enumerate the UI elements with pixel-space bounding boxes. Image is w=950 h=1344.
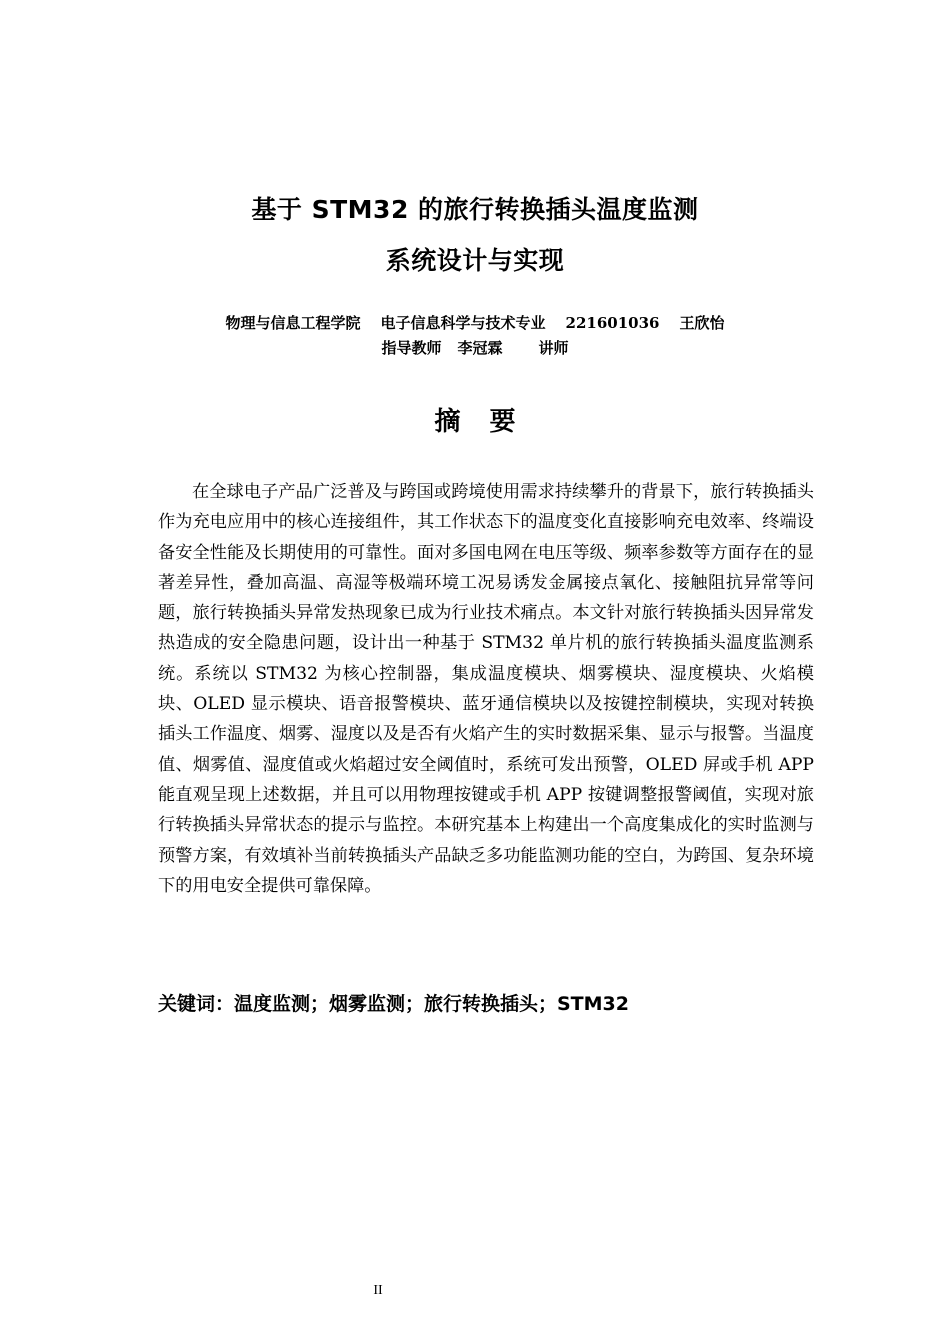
paper-title-line-1: 基于 STM32 的旅行转换插头温度监测 — [251, 195, 699, 224]
advisor-title: 讲师 — [538, 339, 569, 357]
abstract-body: 在全球电子产品广泛普及与跨国或跨境使用需求持续攀升的背景下，旅行转换插头作为充电应用中的核心连接组件，其工作状态下的温度变化直接影响充电效率、终端设备安全性能及长期使用的可靠性。面对多国电网在电压等级、频率参数等方面存在的显著差异性，叠加高温、高湿等极端环境工况易诱发金属接点氧化、接触阻抗异常等问题，旅行转换插头异常发热现象已成为行业技术痛点。本文针对旅行转换插头因异常发热造成的安全隐患问题，设计出一种基于 STM32 单片机的旅行转换插头温度监测系统。系统以 STM32 为核心控制器，集成温度模块、烟雾模块、湿度模块、火焰模块、OLED 显示模块、语音报警模块、蓝牙通信模块以及按键控制模块，实现对转换插头工作温度、烟雾、湿度以及是否有火焰产生的实时数据采集、显示与报警。当温度值、烟雾值、湿度值或火焰超过安全阈值时，系统可发出预警，OLED 屏或手机 APP 能直观呈现上述数据，并且可以用物理按键或手机 APP 按键调整报警阈值，实现对旅行转换插头异常状态的提示与监控。本研究基本上构建出一个高度集成化的实时监测与预警方案，有效填补当前转换插头产品缺乏多功能监测功能的空白，为跨国、复杂环境下的用电安全提供可靠保障。 — [158, 482, 814, 896]
college-name: 物理与信息工程学院 — [225, 314, 361, 332]
advisor-name: 李冠霖 — [457, 339, 503, 357]
major-name: 电子信息科学与技术专业 — [380, 314, 546, 332]
advisor-label: 指导教师 — [381, 339, 442, 357]
paper-title-line-2: 系统设计与实现 — [385, 246, 565, 275]
keywords-line: 关键词：温度监测；烟雾监测；旅行转换插头；STM32 — [158, 993, 629, 1015]
student-id: 221601036 — [565, 314, 660, 332]
author-name: 王欣怡 — [679, 314, 725, 332]
abstract-heading: 摘 要 — [434, 407, 526, 437]
advisor-info-line — [0, 337, 950, 359]
page-number: II — [373, 1283, 383, 1298]
author-info-line — [0, 312, 950, 334]
